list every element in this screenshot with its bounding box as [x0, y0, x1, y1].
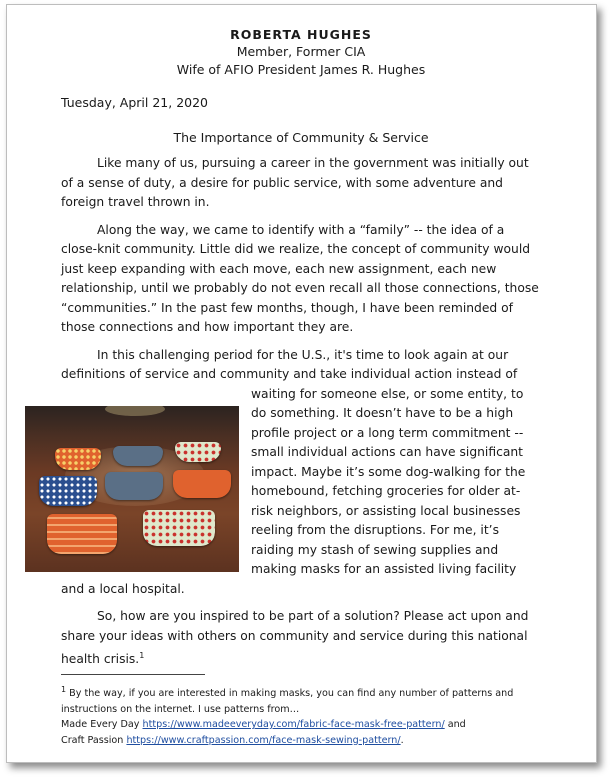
fabric-masks-photo	[25, 406, 239, 572]
footnote-period: .	[400, 734, 404, 746]
paragraph-1: Like many of us, pursuing a career in the government was initially out of a sense of duty, a desire for public service, with some adventure and foreign travel thrown in.	[61, 156, 529, 209]
paragraph-3-text: In this challenging period for the U.S., it's time to look again at our definitions of service and community and take individual action instead of waiting for someone else, or some entity, to do something. It doesn’t have to be a high profile project or a long term commitment -- small individual actions can have significant impact. Maybe it’s some dog-walking for the homebound, fetching groceries for older at-risk neighbors, or assisting local businesses reeling from the disruptions. For me, it’s raiding my stash of sewing supplies and making masks for an assisted living facility and a local hospital.	[61, 347, 526, 596]
fabric-mask	[143, 510, 215, 546]
lamp-base	[105, 406, 165, 416]
author-role: Member, Former CIA	[236, 44, 366, 59]
footnote-line-1	[61, 682, 541, 717]
document-body	[61, 26, 541, 678]
footnote-mark: 1	[61, 685, 67, 694]
source-name-craft-passion: Craft Passion	[61, 734, 127, 746]
fabric-mask	[173, 470, 231, 498]
footnote-and: and	[444, 719, 466, 731]
fabric-mask	[175, 442, 221, 462]
letter-title: The Importance of Community & Service	[173, 130, 429, 145]
paragraph-3	[61, 346, 541, 600]
fabric-mask	[113, 446, 163, 466]
fabric-mask	[105, 472, 163, 500]
footnote-text: By the way, if you are interested in making masks, you can find any number of patterns and instructions on the internet. I use patterns from…	[61, 688, 514, 715]
document-page	[6, 4, 597, 763]
made-every-day-link[interactable]: https://www.madeeveryday.com/fabric-face-mask-free-pattern/	[142, 719, 445, 731]
footnote-separator	[61, 674, 205, 675]
paragraph-4-text: So, how are you inspired to be part of a solution? Please act upon and share your ideas with others on community and service during this national health crisis.	[61, 609, 529, 667]
fabric-mask	[55, 448, 101, 470]
author-name: ROBERTA HUGHES	[230, 27, 372, 42]
paragraph-4	[61, 607, 541, 670]
author-relation: Wife of AFIO President James R. Hughes	[176, 62, 426, 77]
footnote-line-3	[61, 733, 541, 749]
footnote	[61, 682, 541, 748]
letter-date: Tuesday, April 21, 2020	[61, 95, 209, 110]
paragraph-3-block	[61, 346, 541, 600]
paragraph-2: Along the way, we came to identify with a “family” -- the idea of a close-knit community. Little did we realize, the concept of community would just keep expanding with each move, each new assignment, each new relationship, until we probably do not even recall all those connections, those “communities.” In the past few months, though, I have been reminded of those connections and how important they are.	[61, 222, 539, 334]
footnote-line-2	[61, 717, 541, 733]
fabric-mask	[39, 476, 97, 506]
craft-passion-link[interactable]: https://www.craftpassion.com/face-mask-sewing-pattern/	[126, 734, 401, 746]
source-name-made-every-day: Made Every Day	[61, 719, 143, 731]
fabric-mask	[47, 514, 117, 554]
footnote-reference: 1	[139, 651, 145, 660]
